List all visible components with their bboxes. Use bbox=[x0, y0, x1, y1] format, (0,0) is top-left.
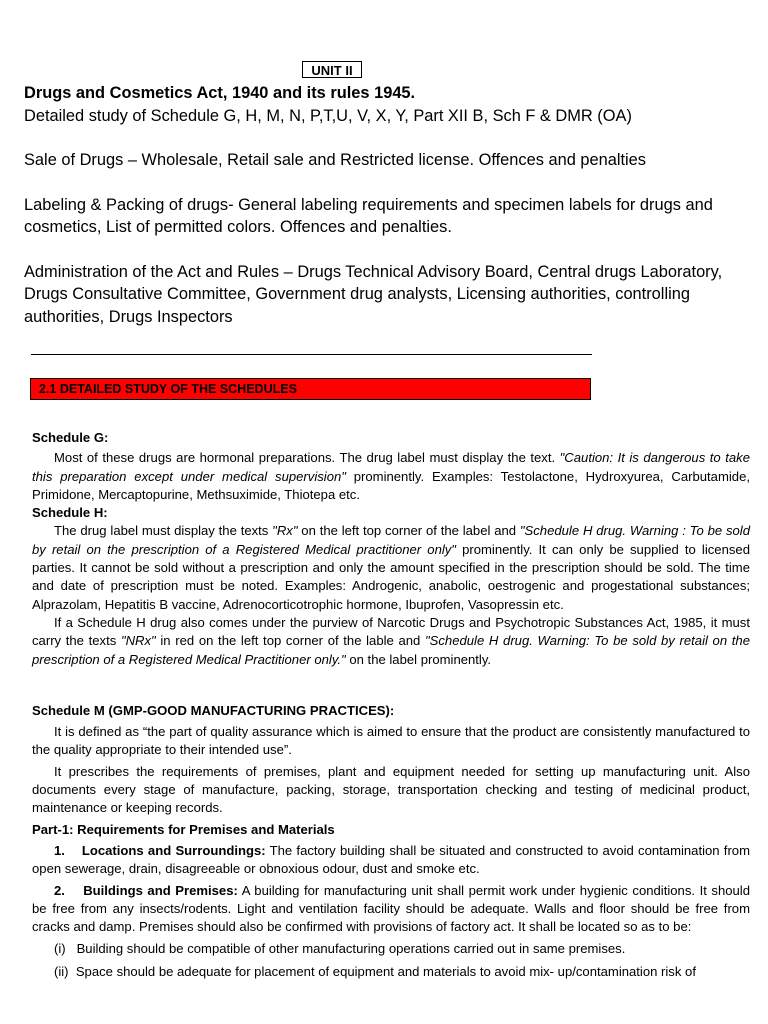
act-title: Drugs and Cosmetics Act, 1940 and its rules 1945. bbox=[24, 84, 416, 102]
schedules-summary: Detailed study of Schedule G, H, M, N, P,T,U, V, X, Y, Part XII B, Sch F & DMR (OA) bbox=[24, 106, 632, 125]
sale-summary: Sale of Drugs – Wholesale, Retail sale and Restricted license. Offences and penalties bbox=[24, 151, 646, 169]
part-1-heading: Part-1: Requirements for Premises and Materials bbox=[32, 821, 335, 837]
sub-item-i: (i) Building should be compatible of other manufacturing operations carried out in same premises. bbox=[54, 941, 626, 957]
schedule-h-heading: Schedule H: bbox=[32, 505, 108, 521]
sub-item-ii: (ii) Space should be adequate for placement of equipment and materials to avoid mix- up/contamination risk of bbox=[54, 963, 696, 979]
labeling-summary: Labeling & Packing of drugs- General labeling requirements and specimen labels for drugs and cosmetics, List of permitted colors. Offences and penalties. bbox=[24, 195, 713, 236]
schedule-g-heading: Schedule G: bbox=[32, 430, 109, 445]
schedule-g-paragraph: Most of these drugs are hormonal preparations. The drug label must display the text. "Caution: It is dangerous to take this preparation except under medical supervision" prominently. Examples: Testolactone, Hydroxyurea, Carbutamide, Primidone, Mercaptopurine, Methsuximide, Thiotepa etc. bbox=[32, 450, 750, 502]
unit-label: UNIT II bbox=[302, 61, 362, 78]
list-item-buildings: 2. Buildings and Premises: A building for manufacturing unit shall permit work under hygienic conditions. It should be free from any insects/rodents. Light and ventilation facility should be adequate. Walls and floor should be free from cracks and damp. Premises should also be confirmed with provisions of factory act. It shall be located so as to be: bbox=[32, 882, 751, 935]
schedules-body bbox=[32, 429, 750, 981]
list-item-locations: 1. Locations and Surroundings: The factory building shall be situated and constructed to avoid contamination from open sewerage, drain, disagreeable or obnoxious odour, dust and smoke etc. bbox=[32, 842, 750, 877]
section-banner: 2.1 DETAILED STUDY OF THE SCHEDULES bbox=[30, 378, 591, 400]
schedule-m-paragraph-2: It prescribes the requirements of premises, plant and equipment needed for setting up manufacturing unit. Also documents every stage of manufacture, packing, storage, transportation checking and testing of medicinal product, maintenance or keeping records. bbox=[32, 763, 750, 816]
intro-block bbox=[24, 82, 754, 328]
schedule-m-paragraph-1: It is defined as “the part of quality assurance which is aimed to ensure that the product are consistently manufactured to the quality appropriate to their intended use”. bbox=[32, 724, 750, 758]
section-divider bbox=[31, 354, 592, 355]
schedule-h-paragraph-2: If a Schedule H drug also comes under the purview of Narcotic Drugs and Psychotropic Substances Act, 1985, it must carry the texts "NRx" in red on the left top corner of the lable and "Schedule H drug. Warning: To be sold by retail on the prescription of a Registered Medical Practitioner only." on the label prominently. bbox=[32, 614, 750, 667]
schedule-h-paragraph-1: The drug label must display the texts "Rx" on the left top corner of the label and "Schedule H drug. Warning : To be sold by retail on the prescription of a Registered Medical practitioner only" prominently. It can only be supplied to licensed parties. It cannot be sold without a prescription and only the amount specified in the prescription should be sold. The time and date of prescription must be noted. Examples: Androgenic, anabolic, oestrogenic and progestational substances; Alprazolam, Hepatitis B vaccine, Adrenocorticotrophic hormone, Ibuprofen, Vasopressin etc. bbox=[32, 523, 750, 612]
administration-summary: Administration of the Act and Rules – Drugs Technical Advisory Board, Central drugs Laboratory, Drugs Consultative Committee, Government drug analysts, Licensing authorities, controlling authorities, Drugs Inspectors bbox=[24, 262, 723, 326]
schedule-m-heading: Schedule M (GMP-GOOD MANUFACTURING PRACTICES): bbox=[32, 702, 395, 718]
